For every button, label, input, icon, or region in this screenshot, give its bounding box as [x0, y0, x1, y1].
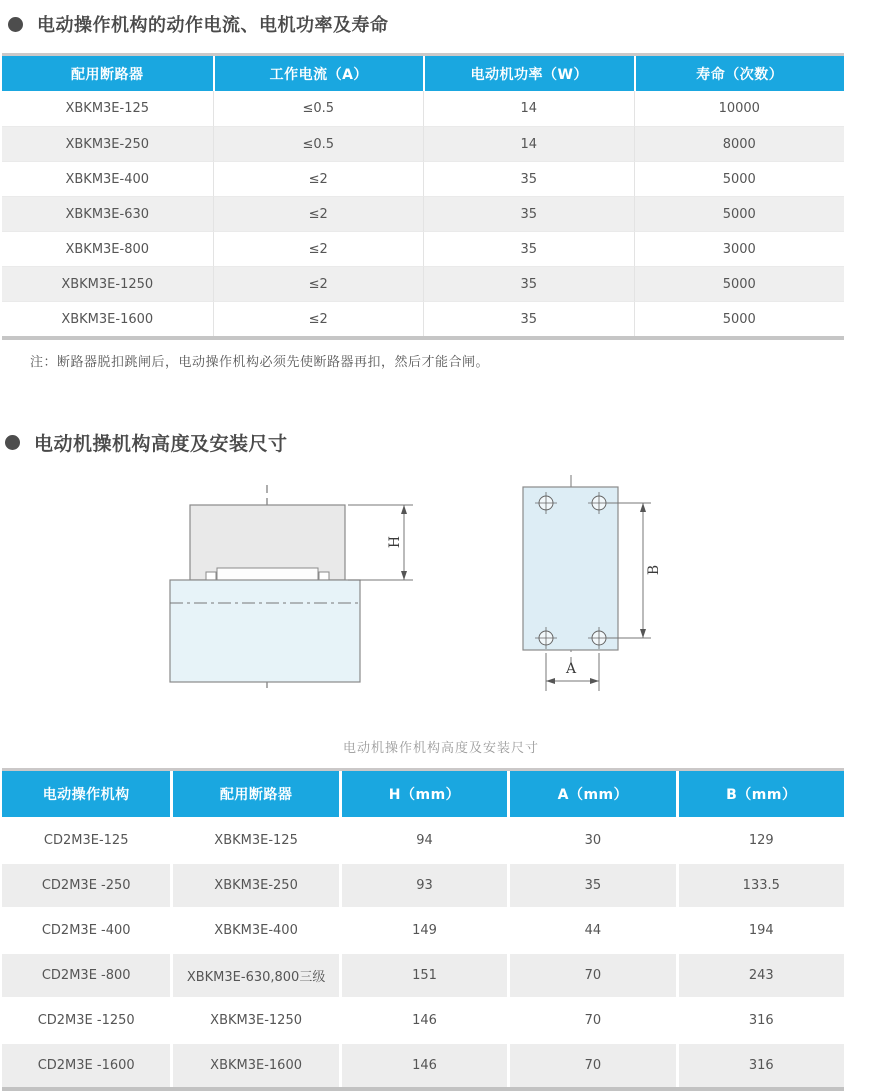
table-row: [2, 952, 844, 997]
column-header: 配用断路器: [170, 771, 338, 817]
table-cell: 3000: [634, 231, 845, 266]
column-header: 工作电流（A）: [213, 56, 424, 91]
table-cell: 14: [423, 126, 634, 161]
table-cell: 151: [339, 952, 507, 997]
section2-title-text: 电动机操机构高度及安装尺寸: [34, 433, 288, 455]
foot-detail-left: [206, 572, 216, 580]
side-view-figure: [170, 485, 413, 693]
table-row: [2, 301, 844, 336]
table-cell: 10000: [634, 91, 845, 126]
table-note: 注：断路器脱扣跳闸后，电动操作机构必须先使断路器再扣，然后才能合闸。: [30, 355, 490, 370]
table-cell: CD2M3E -400: [2, 907, 170, 952]
arrow-up-icon: [401, 505, 407, 514]
header-row: [2, 771, 844, 817]
header-row: [2, 56, 844, 91]
drawing-caption: 电动机操作机构高度及安装尺寸: [342, 741, 539, 756]
dimension-label-a: A: [565, 661, 577, 677]
arrow-up-icon: [640, 503, 646, 512]
table-cell: 35: [423, 266, 634, 301]
table-cell: XBKM3E-1250: [170, 997, 338, 1042]
table-cell: 133.5: [676, 862, 844, 907]
table-cell: 129: [676, 817, 844, 862]
dimension-h: [348, 505, 413, 580]
installation-dimensions-drawing: [0, 465, 882, 729]
table-cell: 14: [423, 91, 634, 126]
table-row: [2, 91, 844, 126]
mounting-plate: [523, 487, 618, 650]
bullet-icon: [5, 435, 20, 450]
foot-detail-right: [319, 572, 329, 580]
table-cell: 94: [339, 817, 507, 862]
table-row: [2, 1042, 844, 1087]
column-header: A（mm）: [507, 771, 675, 817]
table-cell: 146: [339, 1042, 507, 1087]
table-cell: 5000: [634, 161, 845, 196]
section1-title: [8, 11, 389, 37]
table-row: [2, 161, 844, 196]
table-cell: 35: [423, 161, 634, 196]
table-row: [2, 196, 844, 231]
table-cell: 5000: [634, 301, 845, 336]
bullet-icon: [8, 17, 23, 32]
operating-current-table: [2, 53, 844, 340]
table-cell: XBKM3E-250: [170, 862, 338, 907]
table-cell: 35: [423, 301, 634, 336]
table-cell: 70: [507, 952, 675, 997]
table-cell: 44: [507, 907, 675, 952]
table-cell: XBKM3E-800: [2, 231, 213, 266]
table-cell: 70: [507, 997, 675, 1042]
breaker-body: [170, 580, 360, 682]
dimension-label-h: H: [387, 535, 403, 549]
table-cell: XBKM3E-250: [2, 126, 213, 161]
table-cell: XBKM3E-400: [170, 907, 338, 952]
column-header: 配用断路器: [2, 56, 213, 91]
table-cell: ≤2: [213, 196, 424, 231]
table-cell: XBKM3E-630: [2, 196, 213, 231]
table-cell: XBKM3E-125: [170, 817, 338, 862]
table-cell: ≤2: [213, 266, 424, 301]
section2-title: [5, 429, 288, 456]
table-cell: XBKM3E-630,800三级: [170, 952, 338, 997]
table-cell: 70: [507, 1042, 675, 1087]
table-cell: 316: [676, 997, 844, 1042]
table-row: [2, 231, 844, 266]
column-header: 电动操作机构: [2, 771, 170, 817]
table-cell: 149: [339, 907, 507, 952]
column-header: H（mm）: [339, 771, 507, 817]
table-cell: 316: [676, 1042, 844, 1087]
table-cell: XBKM3E-400: [2, 161, 213, 196]
table-row: [2, 997, 844, 1042]
table-cell: CD2M3E-125: [2, 817, 170, 862]
mounting-plate-figure: [523, 475, 662, 691]
table-cell: ≤2: [213, 231, 424, 266]
dimensions-table-wrap: [2, 768, 844, 1091]
section1-title-text: 电动操作机构的动作电流、电机功率及寿命: [37, 15, 389, 36]
table-cell: ≤0.5: [213, 91, 424, 126]
arrow-down-icon: [401, 571, 407, 580]
dimension-label-b: B: [646, 564, 662, 576]
arrow-down-icon: [640, 629, 646, 638]
table-cell: 5000: [634, 196, 845, 231]
table-cell: 146: [339, 997, 507, 1042]
column-header: 电动机功率（W）: [423, 56, 634, 91]
table-cell: XBKM3E-1600: [170, 1042, 338, 1087]
table-cell: CD2M3E -250: [2, 862, 170, 907]
table-row: [2, 862, 844, 907]
table-cell: 8000: [634, 126, 845, 161]
table-row: [2, 266, 844, 301]
table-cell: CD2M3E -800: [2, 952, 170, 997]
table-cell: 243: [676, 952, 844, 997]
table-row: [2, 907, 844, 952]
table-cell: 35: [507, 862, 675, 907]
table-cell: 194: [676, 907, 844, 952]
column-header: B（mm）: [676, 771, 844, 817]
column-header: 寿命（次数）: [634, 56, 845, 91]
table-cell: CD2M3E -1250: [2, 997, 170, 1042]
dimensions-table: [2, 768, 844, 1091]
table-cell: ≤2: [213, 301, 424, 336]
table-cell: 5000: [634, 266, 845, 301]
table-cell: 35: [423, 196, 634, 231]
table-cell: XBKM3E-1600: [2, 301, 213, 336]
operating-current-table-wrap: [2, 53, 844, 340]
table-row: [2, 126, 844, 161]
table-cell: XBKM3E-1250: [2, 266, 213, 301]
arrow-right-icon: [590, 678, 599, 684]
table-cell: 93: [339, 862, 507, 907]
table-cell: 30: [507, 817, 675, 862]
table-cell: 35: [423, 231, 634, 266]
table-cell: CD2M3E -1600: [2, 1042, 170, 1087]
arrow-left-icon: [546, 678, 555, 684]
table-row: [2, 817, 844, 862]
center-notch: [217, 568, 318, 580]
table-cell: ≤2: [213, 161, 424, 196]
table-cell: ≤0.5: [213, 126, 424, 161]
table-cell: XBKM3E-125: [65, 101, 150, 116]
